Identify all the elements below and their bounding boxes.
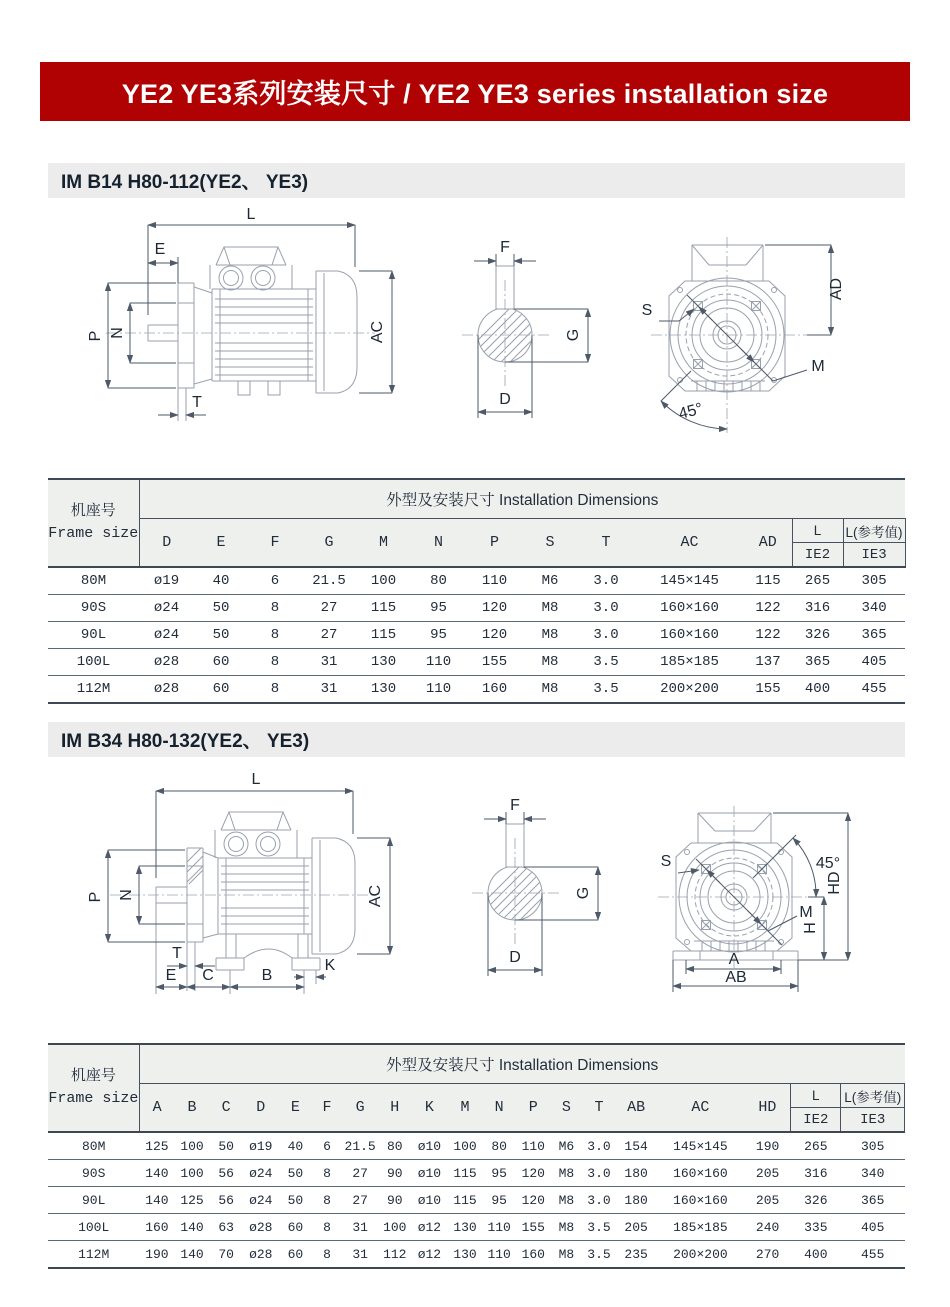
dim-label-g: G bbox=[565, 328, 582, 342]
table-body bbox=[48, 1132, 905, 1268]
dim-column-header: G bbox=[302, 519, 356, 568]
section-heading-b34 bbox=[48, 722, 905, 757]
frame-size-cell: 112M bbox=[48, 1241, 139, 1269]
b34-side-view-drawing bbox=[60, 766, 480, 1011]
dim-label-m: M bbox=[799, 904, 813, 921]
value-cell: 8 bbox=[248, 676, 302, 704]
value-cell: 205 bbox=[616, 1214, 656, 1241]
value-cell: 27 bbox=[302, 595, 356, 622]
value-cell: 160 bbox=[516, 1241, 551, 1269]
value-cell: ø10 bbox=[411, 1160, 447, 1187]
value-cell: 3.5 bbox=[582, 1241, 616, 1269]
frame-size-cell: 100L bbox=[48, 1214, 139, 1241]
value-cell: 155 bbox=[466, 649, 523, 676]
value-cell: ø10 bbox=[411, 1132, 447, 1160]
table-row bbox=[48, 567, 905, 595]
value-cell: 335 bbox=[791, 1214, 841, 1241]
dim-label-c: C bbox=[202, 967, 214, 984]
value-cell: 185×185 bbox=[635, 649, 744, 676]
value-cell: 140 bbox=[139, 1160, 174, 1187]
value-cell: 27 bbox=[342, 1187, 378, 1214]
page-banner bbox=[40, 62, 910, 121]
value-cell: 95 bbox=[483, 1187, 516, 1214]
value-cell: 21.5 bbox=[342, 1132, 378, 1160]
value-cell: 95 bbox=[411, 595, 466, 622]
dim-column-header: S bbox=[523, 519, 577, 568]
value-cell: 180 bbox=[616, 1160, 656, 1187]
value-cell: 112 bbox=[378, 1241, 411, 1269]
value-cell: 8 bbox=[248, 622, 302, 649]
value-cell: 80 bbox=[378, 1132, 411, 1160]
dim-label-s: S bbox=[641, 302, 653, 319]
value-cell: 115 bbox=[356, 595, 411, 622]
value-cell: 3.0 bbox=[577, 567, 635, 595]
dim-column-header: F bbox=[248, 519, 302, 568]
value-cell: 100 bbox=[447, 1132, 482, 1160]
value-cell: 137 bbox=[744, 649, 792, 676]
value-cell: 400 bbox=[792, 676, 843, 704]
value-cell: ø28 bbox=[243, 1241, 279, 1269]
value-cell: 140 bbox=[139, 1187, 174, 1214]
value-cell: 265 bbox=[791, 1132, 841, 1160]
value-cell: ø28 bbox=[243, 1214, 279, 1241]
value-cell: 155 bbox=[516, 1214, 551, 1241]
value-cell: 160 bbox=[139, 1214, 174, 1241]
dim-label-g: G bbox=[575, 886, 592, 900]
value-cell: 155 bbox=[744, 676, 792, 704]
value-cell: 8 bbox=[312, 1187, 342, 1214]
table-body bbox=[48, 567, 905, 703]
value-cell: 270 bbox=[745, 1241, 791, 1269]
value-cell: 100 bbox=[356, 567, 411, 595]
dimension-lines bbox=[108, 791, 390, 987]
value-cell: 120 bbox=[516, 1187, 551, 1214]
value-cell: 316 bbox=[792, 595, 843, 622]
value-cell: 365 bbox=[843, 622, 905, 649]
dim-column-header: E bbox=[279, 1084, 312, 1133]
value-cell: M8 bbox=[551, 1187, 582, 1214]
dimension-lines bbox=[673, 813, 848, 992]
dim-column-header: P bbox=[516, 1084, 551, 1133]
value-cell: 340 bbox=[843, 595, 905, 622]
dim-label-d: D bbox=[509, 949, 521, 966]
value-cell: M8 bbox=[523, 649, 577, 676]
value-cell: 125 bbox=[139, 1132, 174, 1160]
table-row bbox=[48, 1187, 905, 1214]
ie2-header: IE2 bbox=[791, 1108, 841, 1133]
table-row bbox=[48, 1132, 905, 1160]
value-cell: 80 bbox=[483, 1132, 516, 1160]
value-cell: 120 bbox=[466, 622, 523, 649]
value-cell: 50 bbox=[210, 1132, 243, 1160]
frame-size-cell: 90L bbox=[48, 622, 139, 649]
value-cell: 3.0 bbox=[577, 595, 635, 622]
motor-front-outline bbox=[651, 237, 807, 433]
value-cell: 145×145 bbox=[656, 1132, 744, 1160]
value-cell: 145×145 bbox=[635, 567, 744, 595]
dim-label-f: F bbox=[500, 239, 510, 256]
value-cell: ø12 bbox=[411, 1241, 447, 1269]
value-cell: 365 bbox=[841, 1187, 905, 1214]
l-ref-column-header: L(参考值) bbox=[843, 519, 905, 543]
dim-column-header: D bbox=[139, 519, 194, 568]
table-subheader-row bbox=[48, 1084, 905, 1108]
value-cell: M8 bbox=[523, 676, 577, 704]
frame-size-zh: 机座号 bbox=[70, 1068, 116, 1086]
ie3-header: IE3 bbox=[843, 543, 905, 568]
dim-label-b: B bbox=[261, 967, 273, 984]
value-cell: 200×200 bbox=[656, 1241, 744, 1269]
table-row bbox=[48, 1241, 905, 1269]
value-cell: 21.5 bbox=[302, 567, 356, 595]
b14-dimensions-table bbox=[48, 478, 906, 704]
value-cell: 56 bbox=[210, 1160, 243, 1187]
value-cell: 110 bbox=[466, 567, 523, 595]
dim-label-ac: AC bbox=[369, 320, 386, 344]
value-cell: 326 bbox=[792, 622, 843, 649]
value-cell: 8 bbox=[312, 1160, 342, 1187]
value-cell: 6 bbox=[248, 567, 302, 595]
value-cell: 3.5 bbox=[582, 1214, 616, 1241]
dim-label-h: H bbox=[802, 922, 819, 934]
value-cell: 63 bbox=[210, 1214, 243, 1241]
value-cell: 3.0 bbox=[582, 1160, 616, 1187]
value-cell: ø10 bbox=[411, 1187, 447, 1214]
value-cell: 130 bbox=[447, 1241, 482, 1269]
value-cell: 115 bbox=[744, 567, 792, 595]
dim-label-ab: AB bbox=[725, 969, 747, 986]
dim-column-header: K bbox=[411, 1084, 447, 1133]
dim-column-header: B bbox=[174, 1084, 209, 1133]
value-cell: ø19 bbox=[139, 567, 194, 595]
value-cell: ø12 bbox=[411, 1214, 447, 1241]
dim-label-n: N bbox=[118, 889, 135, 901]
value-cell: 60 bbox=[279, 1241, 312, 1269]
frame-size-header bbox=[48, 1044, 139, 1132]
dim-column-header: E bbox=[194, 519, 248, 568]
ie2-header: IE2 bbox=[792, 543, 843, 568]
value-cell: 205 bbox=[745, 1187, 791, 1214]
value-cell: 154 bbox=[616, 1132, 656, 1160]
l-column-header: L bbox=[792, 519, 843, 543]
frame-size-header bbox=[48, 479, 139, 567]
frame-size-zh: 机座号 bbox=[70, 503, 116, 521]
value-cell: 95 bbox=[483, 1160, 516, 1187]
value-cell: 110 bbox=[483, 1241, 516, 1269]
dim-label-a: A bbox=[728, 951, 740, 968]
frame-size-cell: 90S bbox=[48, 1160, 139, 1187]
value-cell: 365 bbox=[792, 649, 843, 676]
value-cell: M6 bbox=[523, 567, 577, 595]
value-cell: 160×160 bbox=[635, 622, 744, 649]
value-cell: 110 bbox=[411, 676, 466, 704]
value-cell: 185×185 bbox=[656, 1214, 744, 1241]
value-cell: 3.0 bbox=[577, 622, 635, 649]
value-cell: 8 bbox=[248, 595, 302, 622]
value-cell: 27 bbox=[302, 622, 356, 649]
value-cell: 95 bbox=[411, 622, 466, 649]
value-cell: 160×160 bbox=[656, 1160, 744, 1187]
value-cell: 110 bbox=[411, 649, 466, 676]
frame-size-en: Frame size bbox=[48, 525, 139, 542]
value-cell: 3.5 bbox=[577, 649, 635, 676]
dim-column-header: G bbox=[342, 1084, 378, 1133]
value-cell: 8 bbox=[312, 1214, 342, 1241]
value-cell: 305 bbox=[841, 1132, 905, 1160]
dim-label-n: N bbox=[109, 327, 126, 339]
value-cell: 100 bbox=[174, 1160, 209, 1187]
value-cell: 235 bbox=[616, 1241, 656, 1269]
table-header-row bbox=[48, 479, 905, 519]
dim-label-f: F bbox=[510, 797, 520, 814]
value-cell: 80 bbox=[411, 567, 466, 595]
dim-column-header: AC bbox=[635, 519, 744, 568]
value-cell: ø19 bbox=[243, 1132, 279, 1160]
page-title: YE2 YE3系列安装尺寸 / YE2 YE3 series installation size bbox=[121, 79, 829, 109]
value-cell: M8 bbox=[523, 595, 577, 622]
value-cell: 56 bbox=[210, 1187, 243, 1214]
value-cell: 190 bbox=[139, 1241, 174, 1269]
dim-label-e: E bbox=[154, 241, 166, 258]
dim-column-header: H bbox=[378, 1084, 411, 1133]
frame-size-en: Frame size bbox=[48, 1090, 139, 1107]
dim-column-header: AB bbox=[616, 1084, 656, 1133]
value-cell: 205 bbox=[745, 1160, 791, 1187]
dim-label-d: D bbox=[499, 391, 511, 408]
value-cell: 455 bbox=[843, 676, 905, 704]
dim-column-header: A bbox=[139, 1084, 174, 1133]
dim-column-header: HD bbox=[745, 1084, 791, 1133]
table-row bbox=[48, 595, 905, 622]
dim-label-45deg: 45° bbox=[815, 855, 841, 872]
frame-size-cell: 80M bbox=[48, 567, 139, 595]
dim-column-header: F bbox=[312, 1084, 342, 1133]
shaft-outline bbox=[450, 824, 612, 946]
value-cell: 3.0 bbox=[582, 1132, 616, 1160]
dim-label-t: T bbox=[192, 394, 202, 411]
b14-side-view-drawing bbox=[60, 203, 480, 438]
dim-column-header: N bbox=[411, 519, 466, 568]
value-cell: 3.5 bbox=[577, 676, 635, 704]
motor-front-outline bbox=[658, 806, 816, 968]
value-cell: 455 bbox=[841, 1241, 905, 1269]
value-cell: 120 bbox=[466, 595, 523, 622]
value-cell: M8 bbox=[523, 622, 577, 649]
dim-label-e: E bbox=[165, 967, 177, 984]
dim-label-l: L bbox=[251, 771, 261, 788]
value-cell: 90 bbox=[378, 1187, 411, 1214]
section-heading-text: IM B14 H80-112(YE2、 YE3) bbox=[61, 172, 309, 193]
value-cell: 340 bbox=[841, 1160, 905, 1187]
value-cell: 265 bbox=[792, 567, 843, 595]
value-cell: 125 bbox=[174, 1187, 209, 1214]
table-row bbox=[48, 676, 905, 704]
l-column-header: L bbox=[791, 1084, 841, 1108]
value-cell: 100 bbox=[378, 1214, 411, 1241]
value-cell: 120 bbox=[516, 1160, 551, 1187]
value-cell: M8 bbox=[551, 1160, 582, 1187]
frame-size-cell: 112M bbox=[48, 676, 139, 704]
l-ref-column-header: L(参考值) bbox=[841, 1084, 905, 1108]
value-cell: ø28 bbox=[139, 676, 194, 704]
table-subheader-row bbox=[48, 519, 905, 543]
value-cell: ø24 bbox=[139, 595, 194, 622]
dim-label-p: P bbox=[87, 891, 104, 903]
frame-size-cell: 80M bbox=[48, 1132, 139, 1160]
dim-label-m: M bbox=[811, 358, 825, 375]
value-cell: 140 bbox=[174, 1241, 209, 1269]
frame-size-cell: 90S bbox=[48, 595, 139, 622]
value-cell: ø24 bbox=[243, 1160, 279, 1187]
value-cell: 31 bbox=[342, 1214, 378, 1241]
value-cell: 8 bbox=[312, 1241, 342, 1269]
value-cell: ø24 bbox=[139, 622, 194, 649]
value-cell: 110 bbox=[483, 1214, 516, 1241]
value-cell: 8 bbox=[248, 649, 302, 676]
value-cell: 31 bbox=[302, 676, 356, 704]
value-cell: 180 bbox=[616, 1187, 656, 1214]
shaft-outline bbox=[440, 266, 602, 388]
b14-front-view-drawing bbox=[635, 213, 910, 445]
value-cell: 115 bbox=[447, 1187, 482, 1214]
dim-column-header: M bbox=[356, 519, 411, 568]
installation-dimensions-header: 外型及安装尺寸 Installation Dimensions bbox=[139, 479, 905, 519]
section-heading-b14 bbox=[48, 163, 905, 198]
dim-label-p: P bbox=[87, 330, 104, 342]
value-cell: 6 bbox=[312, 1132, 342, 1160]
value-cell: 70 bbox=[210, 1241, 243, 1269]
value-cell: 50 bbox=[279, 1160, 312, 1187]
table-header-row bbox=[48, 1044, 905, 1084]
value-cell: 400 bbox=[791, 1241, 841, 1269]
dim-label-ac: AC bbox=[367, 884, 384, 908]
value-cell: 40 bbox=[194, 567, 248, 595]
dim-column-header: AD bbox=[744, 519, 792, 568]
value-cell: 60 bbox=[194, 649, 248, 676]
value-cell: 316 bbox=[791, 1160, 841, 1187]
dimension-lines bbox=[659, 245, 831, 429]
dim-column-header: S bbox=[551, 1084, 582, 1133]
value-cell: 40 bbox=[279, 1132, 312, 1160]
value-cell: 130 bbox=[447, 1214, 482, 1241]
table-row bbox=[48, 622, 905, 649]
value-cell: M6 bbox=[551, 1132, 582, 1160]
value-cell: 140 bbox=[174, 1214, 209, 1241]
dim-column-header: T bbox=[582, 1084, 616, 1133]
value-cell: 31 bbox=[342, 1241, 378, 1269]
dim-label-ad: AD bbox=[828, 277, 845, 301]
value-cell: 110 bbox=[516, 1132, 551, 1160]
value-cell: 405 bbox=[843, 649, 905, 676]
value-cell: M8 bbox=[551, 1241, 582, 1269]
motor-outline bbox=[106, 247, 375, 421]
value-cell: 60 bbox=[194, 676, 248, 704]
value-cell: 115 bbox=[447, 1160, 482, 1187]
value-cell: 115 bbox=[356, 622, 411, 649]
dim-label-45deg: 45° bbox=[676, 400, 705, 423]
value-cell: 240 bbox=[745, 1214, 791, 1241]
value-cell: 100 bbox=[174, 1132, 209, 1160]
dim-column-header: D bbox=[243, 1084, 279, 1133]
frame-size-cell: 90L bbox=[48, 1187, 139, 1214]
value-cell: 31 bbox=[302, 649, 356, 676]
value-cell: 326 bbox=[791, 1187, 841, 1214]
value-cell: ø28 bbox=[139, 649, 194, 676]
value-cell: 190 bbox=[745, 1132, 791, 1160]
section-heading-text: IM B34 H80-132(YE2、 YE3) bbox=[61, 731, 310, 752]
dim-label-k: K bbox=[324, 957, 336, 974]
dim-label-l: L bbox=[246, 206, 256, 223]
value-cell: 122 bbox=[744, 622, 792, 649]
dim-column-header: C bbox=[210, 1084, 243, 1133]
table-row bbox=[48, 1160, 905, 1187]
value-cell: 130 bbox=[356, 676, 411, 704]
value-cell: 50 bbox=[279, 1187, 312, 1214]
dim-column-header: AC bbox=[656, 1084, 744, 1133]
value-cell: 130 bbox=[356, 649, 411, 676]
dim-column-header: N bbox=[483, 1084, 516, 1133]
value-cell: 60 bbox=[279, 1214, 312, 1241]
value-cell: 200×200 bbox=[635, 676, 744, 704]
dim-label-t: T bbox=[172, 945, 182, 962]
installation-dimensions-header: 外型及安装尺寸 Installation Dimensions bbox=[139, 1044, 904, 1084]
table-row bbox=[48, 1214, 905, 1241]
value-cell: M8 bbox=[551, 1214, 582, 1241]
value-cell: 122 bbox=[744, 595, 792, 622]
b34-front-view-drawing bbox=[638, 786, 923, 1021]
value-cell: 160×160 bbox=[656, 1187, 744, 1214]
value-cell: 160 bbox=[466, 676, 523, 704]
ie3-header: IE3 bbox=[841, 1108, 905, 1133]
value-cell: 3.0 bbox=[582, 1187, 616, 1214]
value-cell: 160×160 bbox=[635, 595, 744, 622]
value-cell: 305 bbox=[843, 567, 905, 595]
value-cell: 405 bbox=[841, 1214, 905, 1241]
frame-size-cell: 100L bbox=[48, 649, 139, 676]
b34-dimensions-table bbox=[48, 1043, 905, 1269]
table-row bbox=[48, 649, 905, 676]
value-cell: 50 bbox=[194, 622, 248, 649]
dim-label-s: S bbox=[660, 853, 672, 870]
value-cell: 50 bbox=[194, 595, 248, 622]
dim-column-header: T bbox=[577, 519, 635, 568]
dim-column-header: P bbox=[466, 519, 523, 568]
value-cell: 27 bbox=[342, 1160, 378, 1187]
value-cell: ø24 bbox=[243, 1187, 279, 1214]
dim-column-header: M bbox=[447, 1084, 482, 1133]
dim-label-hd: HD bbox=[826, 871, 843, 895]
value-cell: 90 bbox=[378, 1160, 411, 1187]
